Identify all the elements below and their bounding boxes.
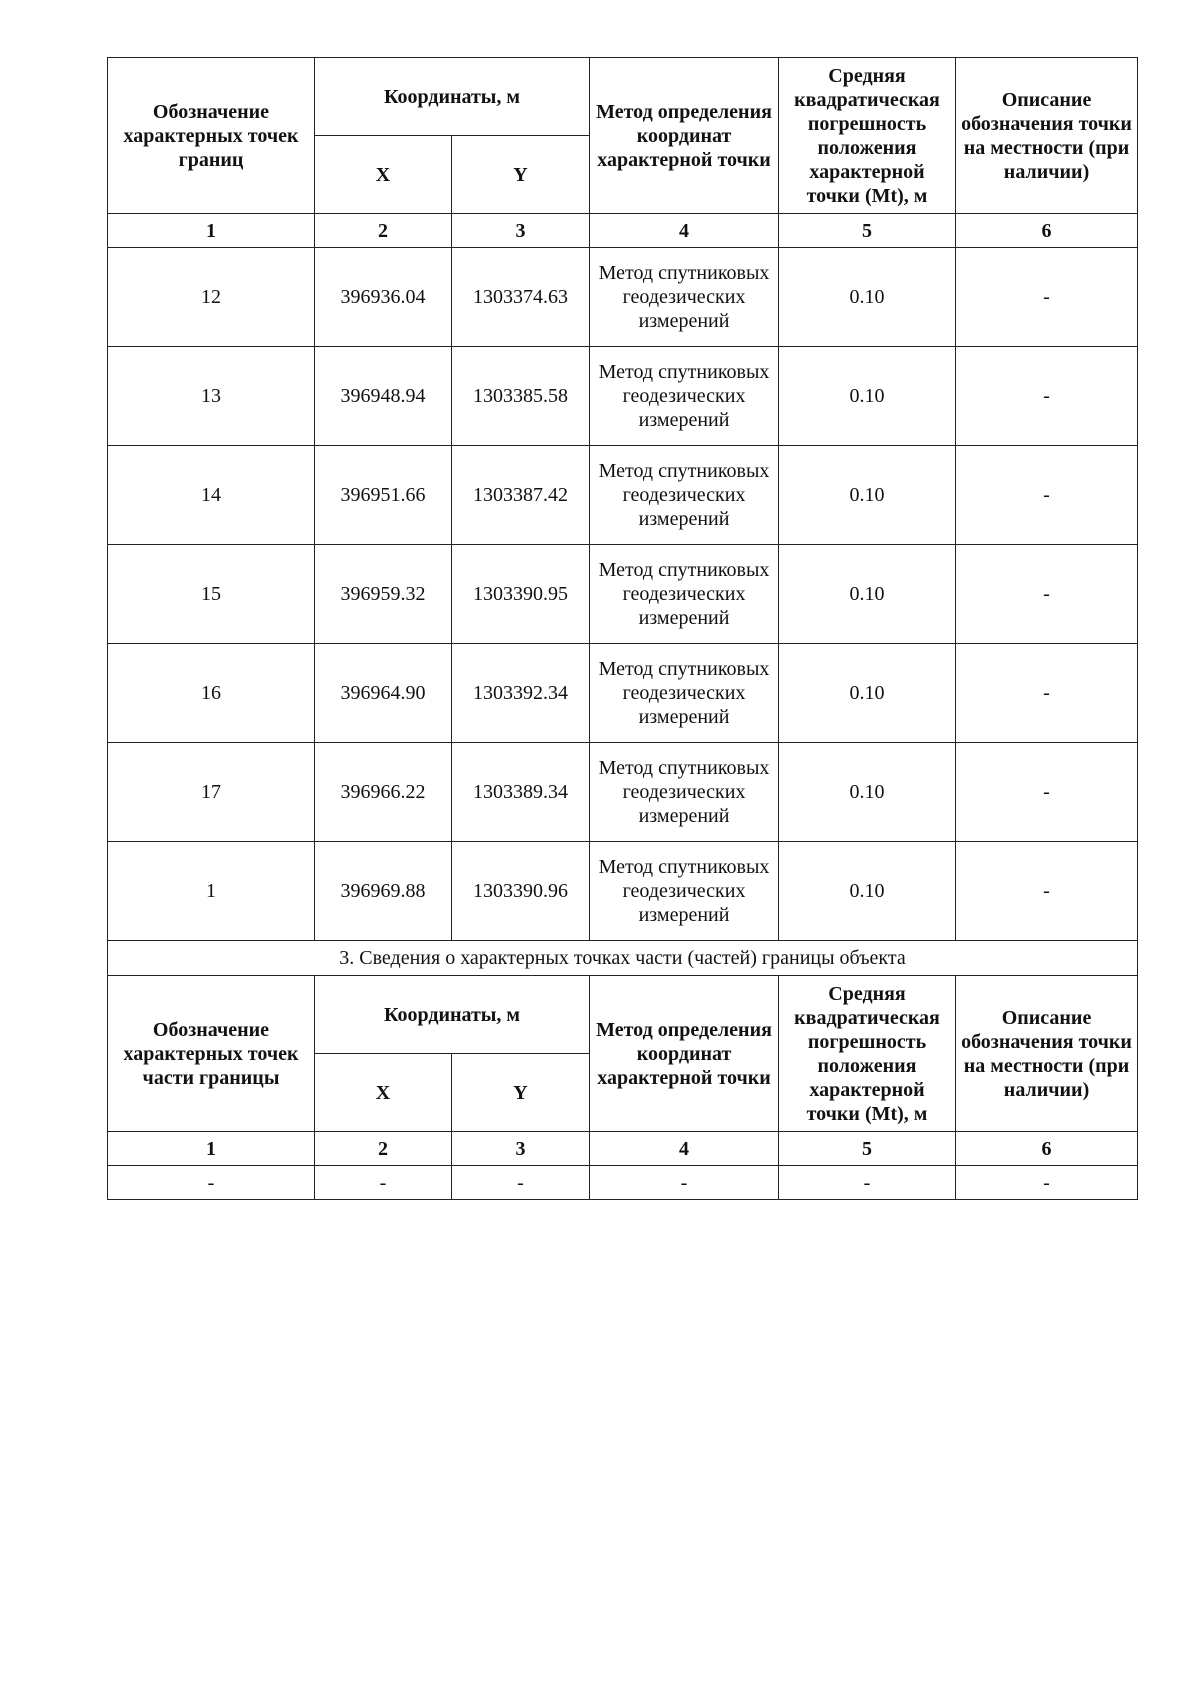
description-cell: - [956, 644, 1138, 743]
header-y: Y [452, 1054, 590, 1132]
header-x: X [315, 136, 452, 214]
x-cell: 396951.66 [315, 446, 452, 545]
column-number: 4 [590, 1132, 779, 1166]
method-cell: Метод спутниковых геодезических измерений [590, 743, 779, 842]
x-cell: 396936.04 [315, 248, 452, 347]
section-3-title: 3. Сведения о характерных точках части (частей) границы объекта [108, 941, 1138, 976]
table-cell: - [315, 1166, 452, 1200]
column-number: 2 [315, 1132, 452, 1166]
method-cell: Метод спутниковых геодезических измерений [590, 545, 779, 644]
error-cell: 0.10 [779, 248, 956, 347]
header-error: Средняя квадратическая погрешность положения характерной точки (Mt), м [779, 58, 956, 214]
point-cell: 1 [108, 842, 315, 941]
table-row [108, 446, 1138, 545]
table-cell: - [108, 1166, 315, 1200]
table-row [108, 842, 1138, 941]
table-cell: - [779, 1166, 956, 1200]
table1-column-numbers [108, 214, 1138, 248]
column-number: 6 [956, 214, 1138, 248]
y-cell: 1303390.96 [452, 842, 590, 941]
table-cell: - [590, 1166, 779, 1200]
point-cell: 13 [108, 347, 315, 446]
error-cell: 0.10 [779, 842, 956, 941]
header-method: Метод определения координат характерной точки [590, 976, 779, 1132]
header-description: Описание обозначения точки на местности (при наличии) [956, 58, 1138, 214]
method-cell: Метод спутниковых геодезических измерений [590, 347, 779, 446]
column-number: 1 [108, 1132, 315, 1166]
y-cell: 1303389.34 [452, 743, 590, 842]
point-cell: 17 [108, 743, 315, 842]
error-cell: 0.10 [779, 446, 956, 545]
header-method: Метод определения координат характерной точки [590, 58, 779, 214]
header-description: Описание обозначения точки на местности (при наличии) [956, 976, 1138, 1132]
method-cell: Метод спутниковых геодезических измерений [590, 248, 779, 347]
x-cell: 396948.94 [315, 347, 452, 446]
table1-header-row-top [108, 58, 1138, 136]
column-number: 4 [590, 214, 779, 248]
column-number: 6 [956, 1132, 1138, 1166]
y-cell: 1303387.42 [452, 446, 590, 545]
method-cell: Метод спутниковых геодезических измерений [590, 644, 779, 743]
table-cell: - [452, 1166, 590, 1200]
table2-column-numbers [108, 1132, 1138, 1166]
error-cell: 0.10 [779, 743, 956, 842]
method-cell: Метод спутниковых геодезических измерений [590, 446, 779, 545]
coordinates-table [107, 57, 1138, 1200]
table2-empty-row [108, 1166, 1138, 1200]
y-cell: 1303385.58 [452, 347, 590, 446]
error-cell: 0.10 [779, 644, 956, 743]
column-number: 3 [452, 1132, 590, 1166]
error-cell: 0.10 [779, 347, 956, 446]
description-cell: - [956, 248, 1138, 347]
header-coordinates: Координаты, м [315, 976, 590, 1054]
table-row [108, 743, 1138, 842]
description-cell: - [956, 842, 1138, 941]
description-cell: - [956, 743, 1138, 842]
column-number: 1 [108, 214, 315, 248]
column-number: 3 [452, 214, 590, 248]
point-cell: 12 [108, 248, 315, 347]
method-cell: Метод спутниковых геодезических измерений [590, 842, 779, 941]
point-cell: 14 [108, 446, 315, 545]
table-row [108, 644, 1138, 743]
y-cell: 1303374.63 [452, 248, 590, 347]
table2-header-row-top [108, 976, 1138, 1054]
column-number: 5 [779, 214, 956, 248]
header-designation: Обозначение характерных точек границ [108, 58, 315, 214]
table-row [108, 347, 1138, 446]
column-number: 5 [779, 1132, 956, 1166]
section-3-row [108, 941, 1138, 976]
header-designation: Обозначение характерных точек части границы [108, 976, 315, 1132]
description-cell: - [956, 545, 1138, 644]
table-cell: - [956, 1166, 1138, 1200]
header-y: Y [452, 136, 590, 214]
header-coordinates: Координаты, м [315, 58, 590, 136]
header-x: X [315, 1054, 452, 1132]
error-cell: 0.10 [779, 545, 956, 644]
table-row [108, 248, 1138, 347]
point-cell: 16 [108, 644, 315, 743]
table-row [108, 545, 1138, 644]
y-cell: 1303392.34 [452, 644, 590, 743]
y-cell: 1303390.95 [452, 545, 590, 644]
x-cell: 396964.90 [315, 644, 452, 743]
point-cell: 15 [108, 545, 315, 644]
description-cell: - [956, 446, 1138, 545]
x-cell: 396959.32 [315, 545, 452, 644]
x-cell: 396966.22 [315, 743, 452, 842]
description-cell: - [956, 347, 1138, 446]
column-number: 2 [315, 214, 452, 248]
x-cell: 396969.88 [315, 842, 452, 941]
header-error: Средняя квадратическая погрешность положения характерной точки (Mt), м [779, 976, 956, 1132]
